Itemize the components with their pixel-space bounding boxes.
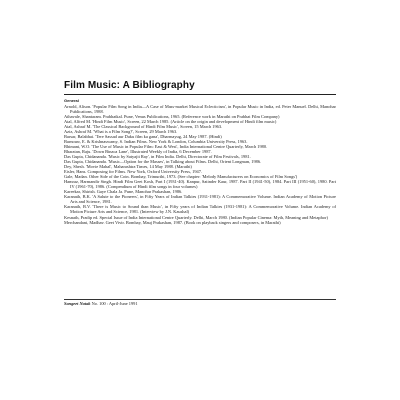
bibliography-entry: Kesnath, Pradip ed. Special Issue of India International Centre Quarterly. Delhi, March 1980. (Indian Popular Cinema: Myth, Meaning and Metaphor) bbox=[64, 214, 328, 220]
bibliography-entry: Arnold, Alison. 'Popular Film Song in India—A Case of Mass-market Musical Eclecticism', in Popular Music in India, ed. Peter Manuel. Delhi, Manohar Publications, 1988. bbox=[64, 103, 336, 114]
page-footer bbox=[64, 299, 336, 306]
bibliography-entries bbox=[64, 104, 336, 225]
footer-journal: Sangeet Natak bbox=[64, 301, 91, 307]
bibliography-entry: Atal, Ashraf M. 'The Classical Background of Hindi Film Music', Screen, 15 March 1963. bbox=[64, 123, 223, 129]
title-underline bbox=[64, 94, 336, 95]
bibliography-entry: Barsar, Balabhai. 'Tere Sassad aur Daku film ka gana', Dharmayug, 24 May 1987. (Hindi) bbox=[64, 133, 222, 139]
page-title: Film Music: A Bibliography bbox=[64, 80, 195, 91]
bibliography-entry: Atal, Alfred M. 'Hindi Film Music', Screen, 22 March 1985. (Article on the origin and development of Hindi film music) bbox=[64, 118, 277, 124]
bibliography-entry: Das Gupta, Chidananda. 'Music by Satyajit Ray', in Film India. Delhi, Directorate of Film Festivals, 1981. bbox=[64, 153, 251, 159]
footer-text bbox=[64, 301, 336, 306]
bibliography-entry: Kareekar, Shirish. Gaye Chala Ja. Pune, Manohar Prakashan, 1986. bbox=[64, 189, 183, 195]
bibliography-entry: Hamraz, Harmandir Singh. Hindi Film Geet Kosh, Part I (1931-40). Kanpur, Satinder Kaur, 1987. Part II (1941-50), 1984. Part III (1951-60), 1980. Part IV (1961-70), 1986. (Compendium of Hindi film songs in four volumes) bbox=[64, 179, 336, 190]
bibliography-content bbox=[64, 98, 336, 225]
bibliography-entry: Aziz, Ashraf M. 'What is a Film Song?', Screen, 29 March 1963. bbox=[64, 128, 178, 134]
bibliography-entry: Das Gupta, Chidananda. 'Music—Option for the Masses', in Talking about Films. Delhi, Orient Longman, 1986. bbox=[64, 159, 262, 165]
section-heading: General bbox=[64, 98, 79, 103]
bibliography-entry: Karanath, B.K. 'A Salute to the Pioneers', in Fifty Years of Indian Talkies (1931-1981): A Commemorative Volume. Indian Academy of Motion Picture Arts and Science, 1981. bbox=[64, 194, 336, 205]
bibliography-entry: Dey, Shesh. 'Movie Mahal', Maharashtra Times, 14 May 1988. (Marathi) bbox=[64, 164, 192, 170]
bibliography-entry: Barnouw, E. & Krishnaswamy, S. Indian Films. New York & London, Columbia University Press, 1963. bbox=[64, 138, 248, 144]
title-block bbox=[64, 80, 344, 95]
bibliography-entry: Athavale, Shantaram. Prabhatkal. Pune, Venus Publications, 1965. (Reference work in Marathi on Prabhat Film Company) bbox=[64, 113, 280, 119]
bibliography-entry: Bharatan, Raju. 'Down Binaca Lane', Illustrated Weekly of India, 6 December 1987. bbox=[64, 148, 212, 154]
bibliography-entry: Bhimani, W.O. 'The Use of Music in Popular Film: East & West', India International Centre Quarterly, March 1980. bbox=[64, 143, 268, 149]
footer-issue: No. 100 : April-June 1991 bbox=[91, 301, 138, 307]
bibliography-entry: Gale, Madan. Other Side of the Coin. Bombay, Trimurthi, 1973. (See chapter: 'Melody Manufacturers on Economics of Film Songs') bbox=[64, 174, 298, 180]
bibliography-entry: Merchandani, Madhav. Geet Vivir. Bombay, Mauj Prakashan, 1987. (Book on playback singers and composers, in Marathi) bbox=[64, 219, 281, 225]
bibliography-entry: Karanath, B.V. 'There is Music to Sound than Music', in Fifty years of Indian Talkies (1931-1981): A Commemorative Volume. Indian Academy of Motion Picture Arts and Science, 1981. (Interview by J.N. Kaushal) bbox=[64, 204, 336, 215]
footer-rule bbox=[64, 299, 336, 300]
bibliography-entry: Eisler, Hans. Composing for Films. New York, Oxford University Press, 1947. bbox=[64, 169, 203, 175]
